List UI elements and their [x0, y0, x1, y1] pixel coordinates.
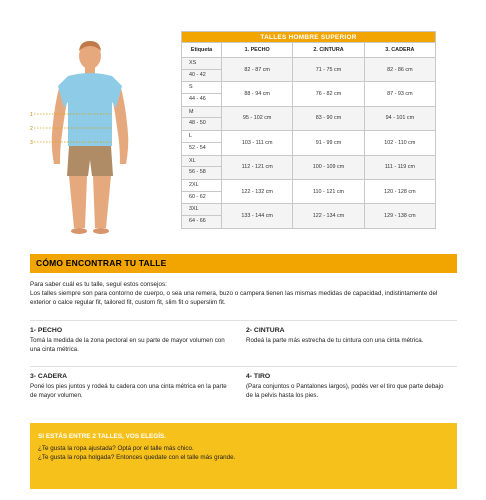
table-row — [182, 106, 436, 130]
table-row — [182, 131, 436, 155]
pecho-text: Tomá la medida de la zona pectoral en su parte de mayor volumen con una cinta métrica. — [30, 337, 225, 353]
table-row — [182, 204, 436, 228]
tip-box — [30, 423, 457, 489]
size-range: 64 - 66 — [189, 217, 206, 224]
tiro-title: 4- TIRO — [246, 373, 271, 380]
table-row — [182, 58, 436, 82]
cintura-cell: 76 - 82 cm — [293, 82, 364, 106]
divider — [30, 366, 457, 367]
size-table — [181, 31, 436, 229]
cadera-text: Poné los pies juntos y rodeá tu cadera con una cinta métrica en la parte de mayor volumen. — [30, 383, 227, 399]
cintura-title: 2- CINTURA — [246, 327, 285, 334]
cadera-block — [30, 372, 230, 400]
cadera-cell: 82 - 86 cm — [364, 58, 435, 82]
svg-text:1: 1 — [30, 112, 33, 118]
cintura-cell: 83 - 90 cm — [293, 106, 364, 130]
pecho-cell: 95 - 102 cm — [222, 106, 293, 130]
pecho-cell: 122 - 132 cm — [222, 179, 293, 203]
intro-line-2: Los talles siempre son para contorno de cuerpo, o sea una remera, buzo o campera tienen las mismas medidas de capacidad, indistintamente del exterior o calce regular fit, tailored fit, custom fit, slim fit o superslim fit. — [30, 290, 438, 306]
pecho-title: 1- PECHO — [30, 327, 63, 334]
cintura-cell: 91 - 99 cm — [293, 131, 364, 155]
divider — [30, 320, 457, 321]
svg-text:2: 2 — [30, 126, 33, 132]
pecho-cell: 88 - 94 cm — [222, 82, 293, 106]
size-code: L — [182, 131, 221, 143]
cadera-cell: 87 - 93 cm — [364, 82, 435, 106]
size-range: 40 - 42 — [189, 71, 206, 78]
cintura-cell: 110 - 121 cm — [293, 179, 364, 203]
pecho-cell: 103 - 111 cm — [222, 131, 293, 155]
cadera-cell: 129 - 138 cm — [364, 204, 435, 228]
cintura-cell: 71 - 75 cm — [293, 58, 364, 82]
size-code: 2XL — [182, 180, 221, 192]
size-range: 48 - 50 — [189, 120, 206, 127]
pecho-cell: 133 - 144 cm — [222, 204, 293, 228]
size-code: XL — [182, 156, 221, 168]
cadera-cell: 111 - 119 cm — [364, 155, 435, 179]
size-code: S — [182, 82, 221, 94]
tiro-block — [246, 372, 451, 400]
table-row — [182, 82, 436, 106]
size-range: 44 - 46 — [189, 96, 206, 103]
cadera-cell: 94 - 101 cm — [364, 106, 435, 130]
size-code: M — [182, 107, 221, 119]
intro-line-1: Para saber cuál es tu talle, seguí estos consejos: — [30, 281, 167, 288]
header-cadera: 3. CADERA — [364, 43, 435, 58]
pecho-cell: 112 - 121 cm — [222, 155, 293, 179]
cintura-text: Rodeá la parte más estrecha de tu cintura con una cinta métrica. — [246, 337, 424, 344]
pecho-cell: 82 - 87 cm — [222, 58, 293, 82]
tiro-text: (Para conjuntos o Pantalones largos), podés ver el tiro que parte debajo de la pelvis hasta los pies. — [246, 383, 444, 399]
man-illustration — [30, 36, 150, 241]
svg-text:3: 3 — [30, 140, 33, 146]
table-row — [182, 179, 436, 203]
header-pecho: 1. PECHO — [222, 43, 293, 58]
cadera-cell: 120 - 128 cm — [364, 179, 435, 203]
header-etiqueta: Etiqueta — [182, 43, 222, 58]
header-cintura: 2. CINTURA — [293, 43, 364, 58]
body-figure — [30, 36, 150, 241]
intro-text — [30, 280, 460, 307]
size-range: 52 - 54 — [189, 144, 206, 151]
size-code: XS — [182, 58, 221, 70]
cintura-block — [246, 326, 451, 345]
table-row — [182, 155, 436, 179]
how-to-title: CÓMO ENCONTRAR TU TALLE — [36, 258, 167, 268]
tip-title: SI ESTÁS ENTRE 2 TALLES, VOS ELEGÍS. — [38, 433, 167, 440]
tip-line-2: ¿Te gusta la ropa holgada? Entonces quedate con el talle más grande. — [38, 454, 236, 461]
table-title: TALLES HOMBRE SUPERIOR — [182, 32, 436, 43]
size-code: 3XL — [182, 204, 221, 216]
size-range: 60 - 62 — [189, 193, 206, 200]
cadera-cell: 102 - 110 cm — [364, 131, 435, 155]
cintura-cell: 100 - 109 cm — [293, 155, 364, 179]
size-range: 56 - 58 — [189, 169, 206, 176]
pecho-block — [30, 326, 230, 354]
tip-line-1: ¿Te gusta la ropa ajustada? Optá por el talle más chico. — [38, 445, 194, 452]
how-to-header — [30, 254, 457, 273]
cadera-title: 3- CADERA — [30, 373, 68, 380]
cintura-cell: 122 - 134 cm — [293, 204, 364, 228]
